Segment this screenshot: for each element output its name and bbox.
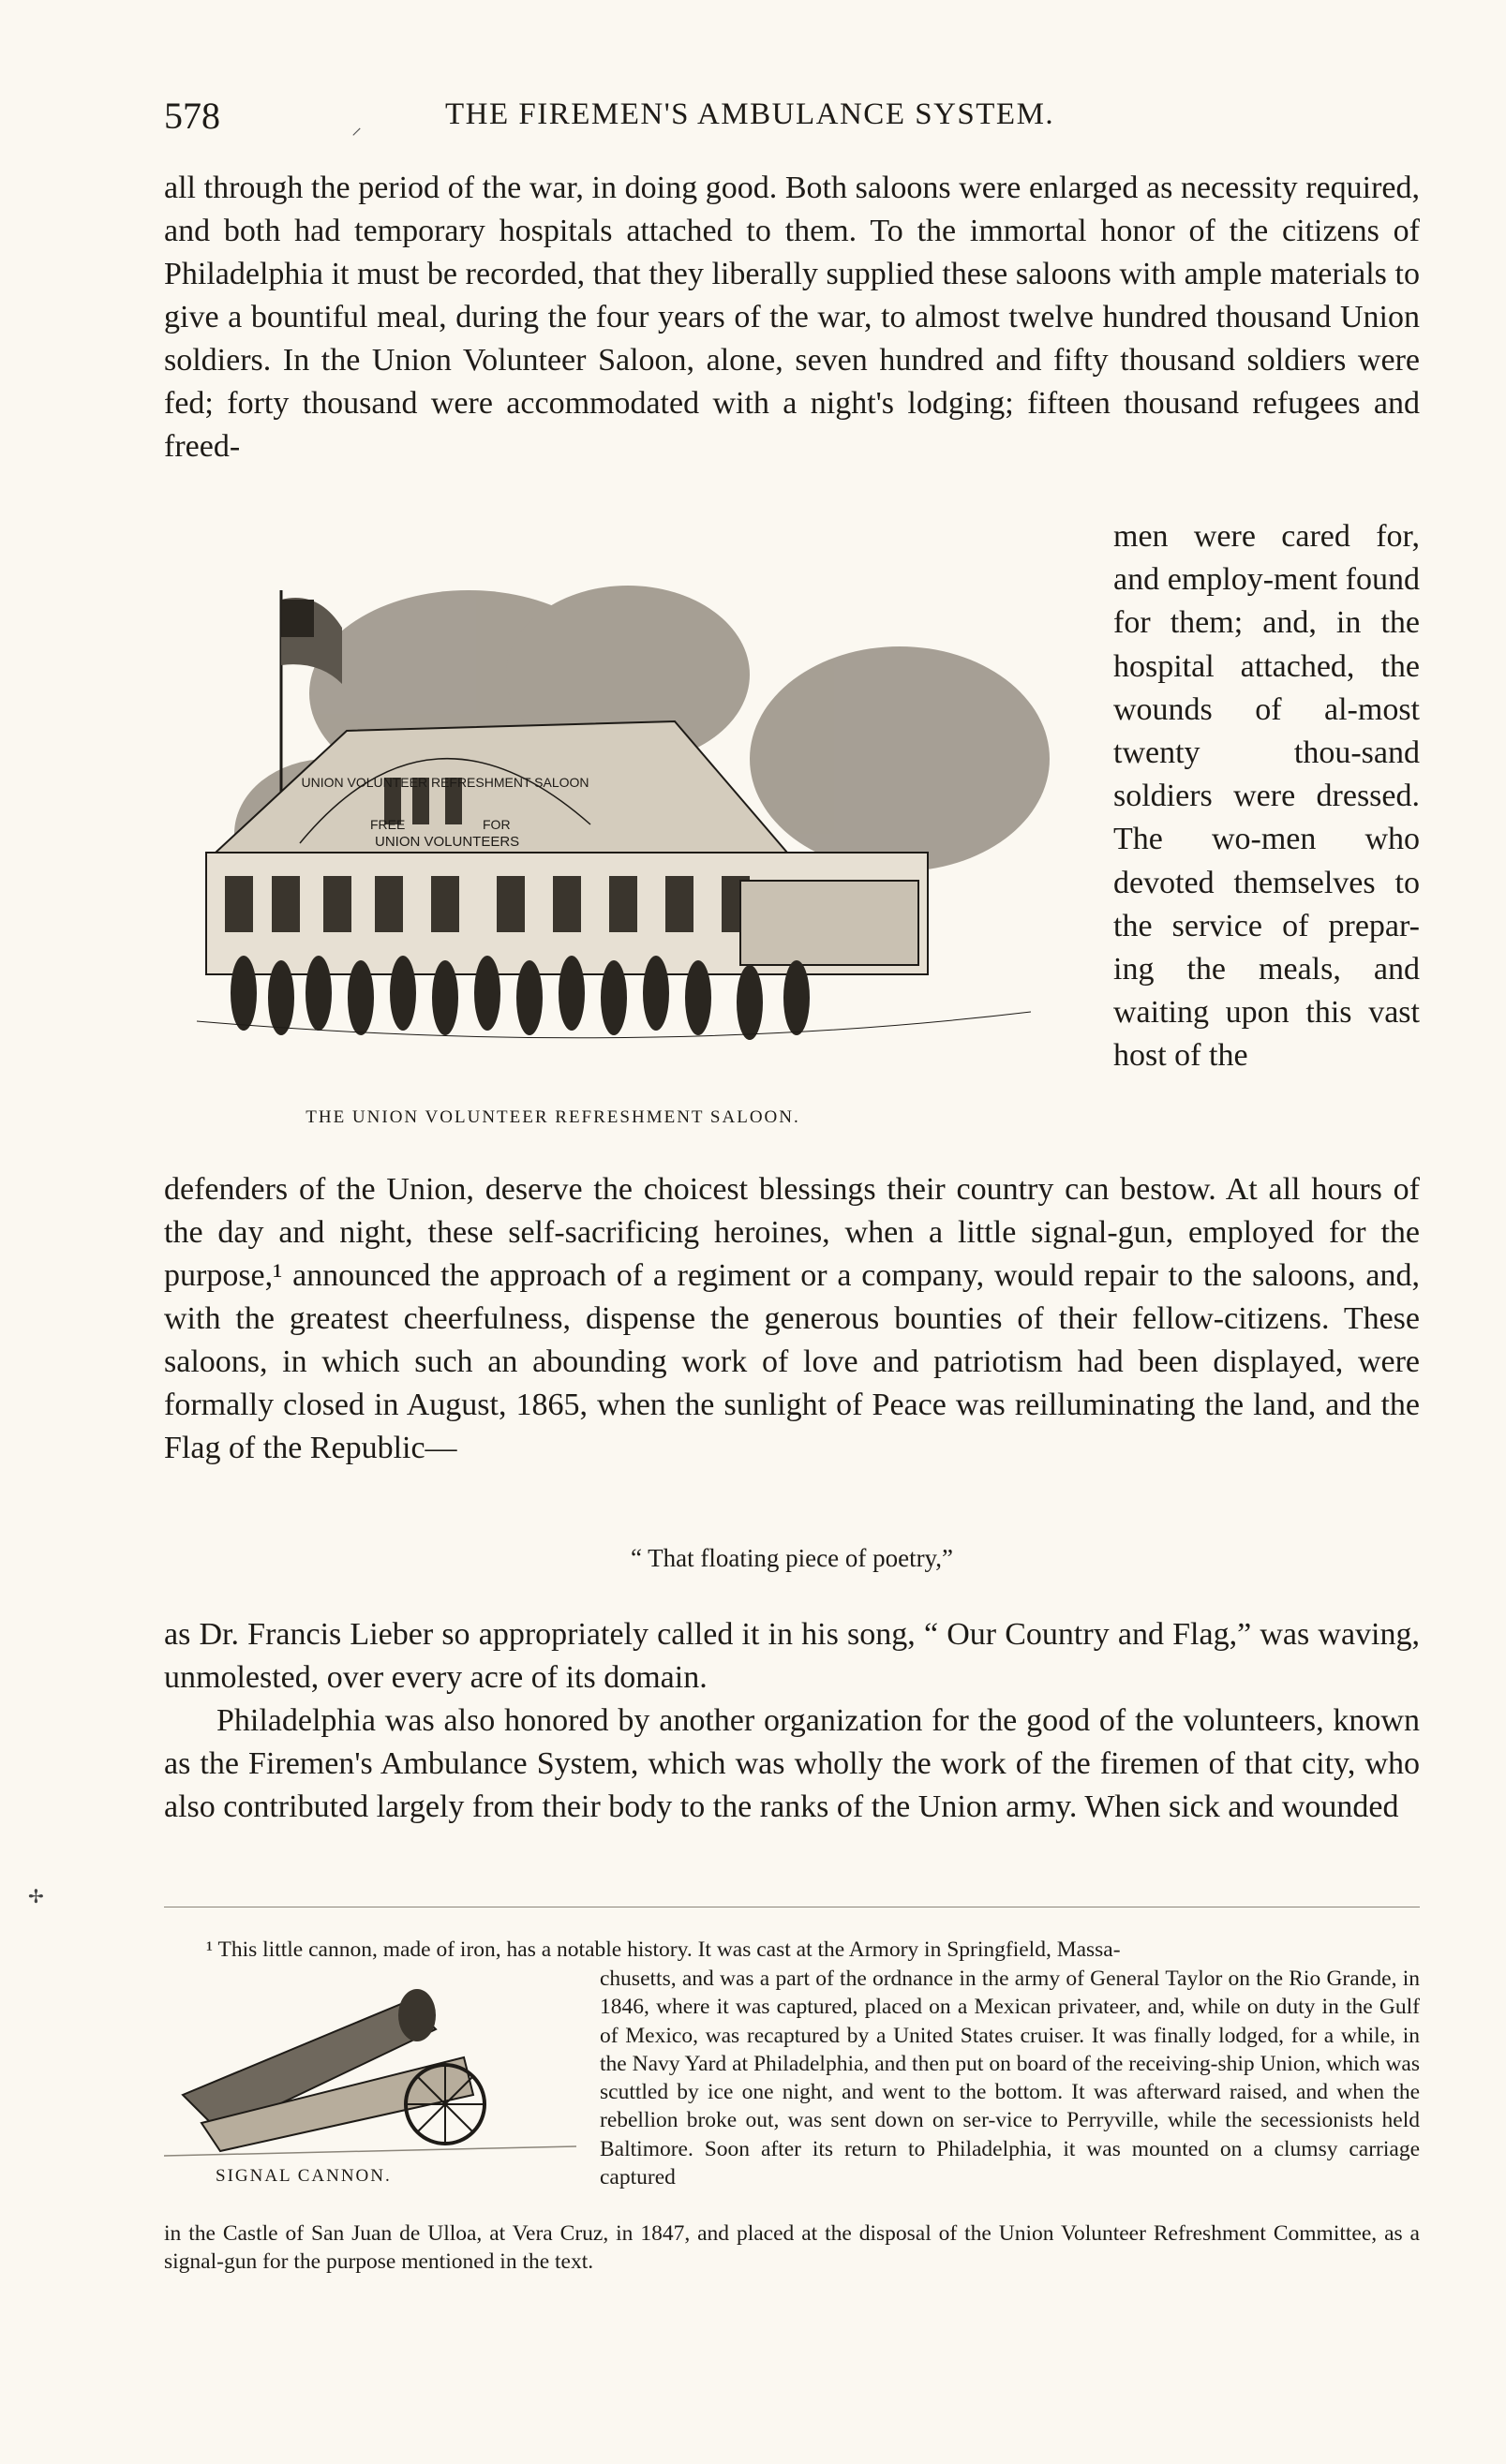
page-mark: ✢ — [28, 1887, 44, 1907]
illustration-caption: THE UNION VOLUNTEER REFRESHMENT SALOON. — [306, 1107, 800, 1127]
paragraph-block — [164, 167, 1420, 468]
footnote-wrapped-text: chusetts, and was a part of the ordnance in the army of General Taylor on the Rio Grande, in 1846, where it was captured, placed on a Mexican privateer, and, while on duty in the Gulf of Mexico, was recaptured by a United States cruiser. It was finally lodged, for a while, in the Navy Yard at Philadelphia, and then put on board of the receiving-ship Union, which was scuttled by ice one night, and went to the bottom. It was afterward raised, and when the rebellion broke out, was sent down on ser-vice to Perryville, while the secessionists held Baltimore. Soon after its return to Philadelphia, it was mounted on a clumsy carriage captured — [600, 1967, 1420, 2190]
running-head: THE FIREMEN'S AMBULANCE SYSTEM. — [445, 97, 1055, 131]
stray-mark: ⸝ — [351, 115, 363, 139]
page-header — [164, 94, 1420, 141]
side-column-text: men were cared for, and employ-ment found for them; and, in the hospital attached, the wounds of al-most twenty thou-sand soldiers were dressed. The wo-men who devoted themselves to the service of prepar-ing the meals, and waiting upon this vast host of the — [1113, 519, 1420, 1074]
saloon-illustration — [187, 571, 1087, 1059]
footnote-wrapped — [600, 1965, 1420, 2191]
paragraph-1: all through the period of the war, in doing good. Both saloons were enlarged as necessity required, and both had temporary hospitals attached to them. To the immortal honor of the citizens of Philadelphia it must be recorded, that they liberally supplied these saloons with ample materials to give a bountiful meal, during the four years of the war, to almost twelve hundred thousand Union soldiers. In the Union Volunteer Saloon, alone, seven hundred and fifty thousand soldiers were fed; forty thousand were accommodated with a night's lodging; fifteen thousand refugees and freed- — [164, 171, 1420, 464]
signal-cannon-caption: SIGNAL CANNON. — [216, 2166, 392, 2186]
sign-arch-text: UNION VOLUNTEER REFRESHMENT SALOON — [301, 775, 589, 790]
paragraph-block — [164, 1613, 1420, 1700]
paragraph-block — [164, 1168, 1420, 1470]
block-quote: “ That floating piece of poetry,” — [630, 1544, 954, 1572]
sign-free: FREE — [370, 817, 406, 832]
side-column — [1113, 515, 1420, 1078]
footnote-lead — [206, 1936, 1420, 1964]
paragraph-block — [164, 1700, 1420, 1829]
street-car — [740, 881, 918, 965]
saloon-engraving — [187, 571, 1087, 1063]
paragraph-1-continued: defenders of the Union, deserve the choicest blessings their country can bestow. At all hours of the day and night, these self-sacrificing heroines, when a little signal-gun, employed for the purpose,¹ announced the approach of a regiment or a company, would repair to the saloons, and, with the greatest cheerfulness, dispense the generous bounties of their fellow-citizens. These saloons, in which such an abounding work of love and patriotism had been displayed, were formally closed in August, 1865, when the sunlight of Peace was reilluminating the land, and the Flag of the Republic— — [164, 1172, 1420, 1465]
page-number: 578 — [164, 95, 220, 137]
sign-for: FOR — [483, 817, 511, 832]
paragraph-3: Philadelphia was also honored by another organization for the good of the volunteers, known as the Firemen's Ambulance System, which was wholly the work of the firemen of that city, who also contributed largely from their body to the ranks of the Union army. When sick and wounded — [164, 1703, 1420, 1824]
footnote-tail-text: in the Castle of San Juan de Ulloa, at Vera Cruz, in 1847, and placed at the disposal of the Union Volunteer Refreshment Committee, as a signal-gun for the purpose mentioned in the text. — [164, 2221, 1420, 2275]
signal-cannon-image — [164, 1964, 576, 2160]
footnote-tail — [164, 2219, 1420, 2277]
footnote-lead-text: ¹ This little cannon, made of iron, has a notable history. It was cast at the Armory in Springfield, Massa- — [206, 1937, 1121, 1962]
sign-union-volunteers: UNION VOLUNTEERS — [375, 834, 520, 850]
paragraph-2: as Dr. Francis Lieber so appropriately called it in his song, “ Our Country and Flag,” was waving, unmolested, over every acre of its domain. — [164, 1617, 1420, 1695]
